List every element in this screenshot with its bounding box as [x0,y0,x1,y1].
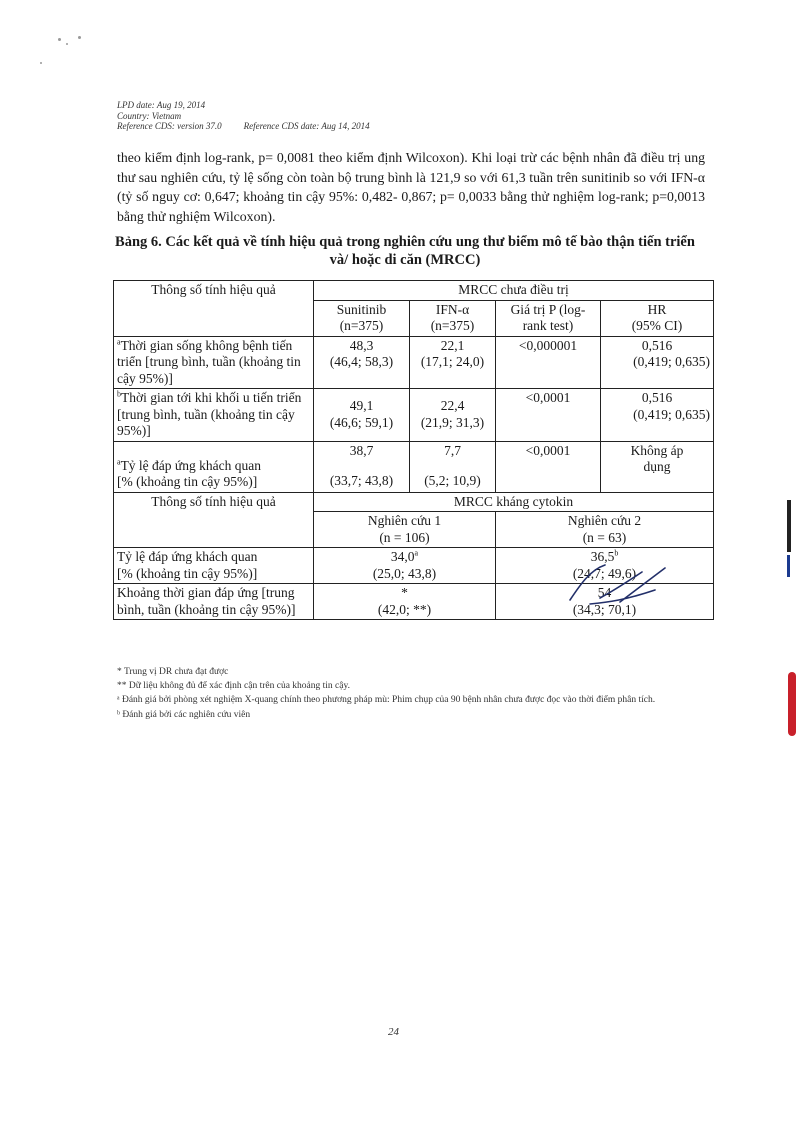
col-ifn-alpha: IFN-α (n=375) [410,300,496,336]
cell-study-1: 34,0$^a$ (25,0; 43,8) [314,548,496,584]
group-header-cytokine-refractory: MRCC kháng cytokin [314,492,714,512]
row-label: Khoảng thời gian đáp ứng [trung bình, tuần (khoảng tin cậy 95%)] [114,584,314,620]
scan-speck [40,62,42,64]
col-hazard-ratio: HR (95% CI) [601,300,714,336]
table-caption [70,233,740,269]
caption-line-2: và/ hoặc di căn (MRCC) [329,252,481,268]
table-header-row [114,492,714,512]
param-header: Thông số tính hiệu quả [114,281,314,337]
cell-ifn: 22,1 (17,1; 24,0) [410,336,496,389]
row-label: Tỷ lệ đáp ứng khách quan [% (khoảng tin cậy 95%)] [114,548,314,584]
table-footnotes [117,665,717,722]
footnote: ᵇ Đánh giá bởi các nghiên cứu viên [117,709,251,720]
country: Country: Vietnam [117,110,182,121]
scan-speck [58,38,61,41]
footnote: ** Dữ liệu không đủ để xác định cận trên của khoảng tin cậy. [117,681,350,692]
cell-hr: Không áp dụng [601,441,714,492]
cell-study-2: 36,5$^b$ (24,7; 49,6) [496,548,714,584]
edge-mark-red [788,672,796,736]
page-number: 24 [388,1026,399,1038]
cell-ifn: 7,7 (5,2; 10,9) [410,441,496,492]
edge-mark-blue [787,555,790,577]
cell-sunitinib: 48,3 (46,4; 58,3) [314,336,410,389]
reference-cds: Reference CDS: version 37.0 [117,121,222,131]
group-header-untreated: MRCC chưa điều trị [314,281,714,301]
table-row [114,336,714,389]
col-p-value: Giá trị P (log- rank test) [496,300,601,336]
cell-sunitinib: 38,7 (33,7; 43,8) [314,441,410,492]
footnote: * Trung vị DR chưa đạt được [117,667,229,677]
col-study-1: Nghiên cứu 1 (n = 106) [314,512,496,548]
cell-p-value: <0,0001 [496,441,601,492]
cell-p-value: <0,0001 [496,389,601,442]
handwritten-signature-mark [560,560,690,610]
cell-study-2: 54 (34,3; 70,1) [496,584,714,620]
scan-speck [66,43,68,45]
document-header [117,100,370,132]
edge-mark-black [787,500,791,552]
cell-p-value: <0,000001 [496,336,601,389]
lpd-date: LPD date: Aug 19, 2014 [117,100,206,110]
cell-sunitinib: 49,1 (46,6; 59,1) [314,389,410,442]
reference-cds-line [117,121,370,132]
cell-hr: 0,516 (0,419; 0,635) [601,389,714,442]
param-header-2: Thông số tính hiệu quả [114,492,314,548]
footnote: ᵃ Đánh giá bởi phòng xét nghiệm X-quang chính theo phương pháp mù: Phim chụp của 90 bệnh nhân chưa được đọc vào thời điểm phân tích. [117,695,656,706]
row-label: $^a$Tỷ lệ đáp ứng khách quan [% (khoảng tin cậy 95%)] [114,441,314,492]
scan-speck [78,36,81,39]
table-row [114,389,714,442]
cell-ifn: 22,4 (21,9; 31,3) [410,389,496,442]
reference-cds-date: Reference CDS date: Aug 14, 2014 [243,121,370,131]
caption-line-1: Bảng 6. Các kết quả về tính hiệu quả trong nghiên cứu ung thư biểm mô tế bào thận tiến triển [115,234,695,250]
table-row [114,441,714,492]
cell-hr: 0,516 (0,419; 0,635) [601,336,714,389]
intro-paragraph: theo kiểm định log-rank, p= 0,0081 theo kiểm định Wilcoxon). Khi loại trừ các bệnh nhân đã điều trị ung thư sau nghiên cứu, tỷ lệ sống còn toàn bộ trung bình là 121,9 so với 61,3 tuần trên sunitinib so với IFN-α (tỷ số nguy cơ: 0,647; khoảng tin cậy 95%: 0,482- 0,867; p= 0,0033 bằng thử nghiệm log-rank; p=0,0013 bằng thử nghiệm Wilcoxon). [117,150,705,224]
col-sunitinib: Sunitinib (n=375) [314,300,410,336]
row-label: $^a$Thời gian sống không bệnh tiến triển [trung bình, tuần (khoảng tin cậy 95%)] [114,336,314,389]
cell-study-1: * (42,0; **) [314,584,496,620]
table-header-row [114,281,714,301]
col-study-2: Nghiên cứu 2 (n = 63) [496,512,714,548]
row-label: $^b$Thời gian tới khi khối u tiến triển [trung bình, tuần (khoảng tin cậy 95%)] [114,389,314,442]
